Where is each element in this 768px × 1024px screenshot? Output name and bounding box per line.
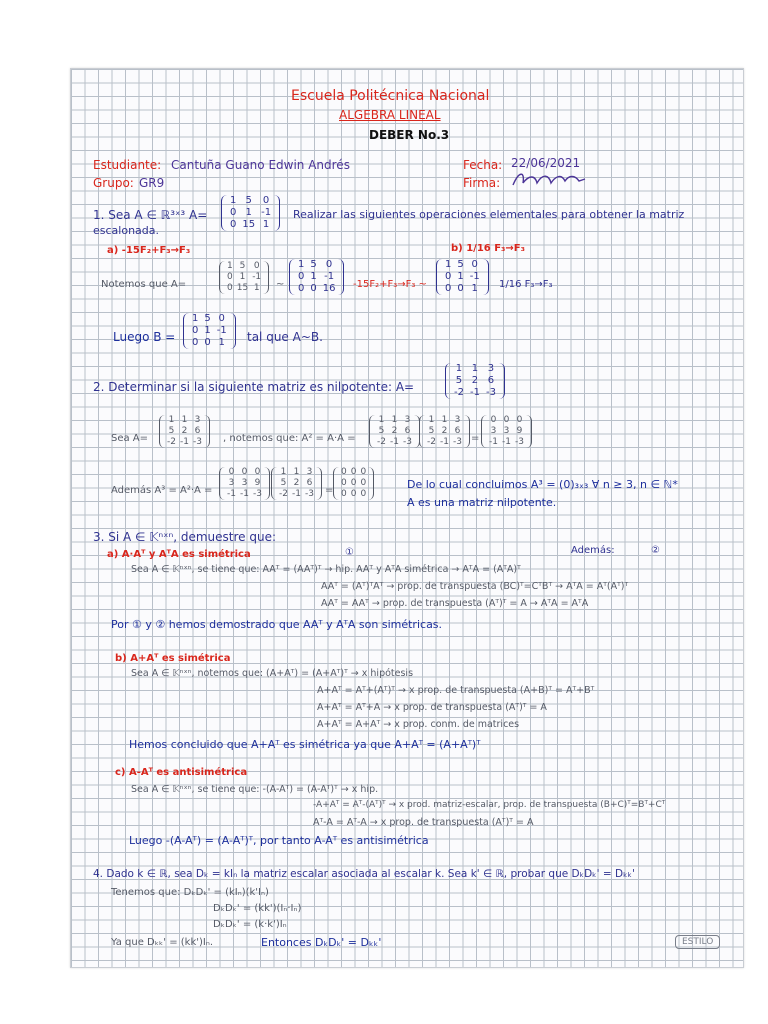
q1-a1-cell: -1	[324, 271, 335, 282]
q3-b-line1: Sea A ∈ 𝕂ⁿˣⁿ, notemos que: (A+Aᵀ) = (A+Aᵀ)ᵀ → x hipótesis	[131, 668, 414, 679]
q1-a2-cell: 5	[457, 259, 464, 270]
date-label: Fecha:	[463, 158, 503, 172]
q2-a-copy-cell: -2	[167, 437, 176, 447]
q2-a2-copy-cell: 0	[254, 467, 261, 477]
q2-a-factor-cell: 5	[378, 426, 385, 436]
q2-a-copy-cell: 6	[194, 426, 201, 436]
q2-a-factor-cell: -1	[389, 437, 399, 447]
q1-b-cell: 0	[204, 337, 211, 348]
q2-a-factor-cell: -1	[291, 489, 301, 499]
q2-a-factor-cell: -3	[402, 437, 412, 447]
q3-a-mark1: ①	[345, 547, 354, 558]
q1-b-cell: 1	[218, 337, 225, 348]
q2-a-cell: 2	[471, 375, 479, 386]
q1-b-cell: 1	[204, 325, 211, 336]
q1-a2-cell: -1	[469, 271, 480, 282]
q2-matrix-a-copy	[159, 415, 210, 448]
q1-a-copy-cell: 0	[227, 272, 233, 282]
q2-a-factor-cell: 1	[293, 467, 300, 477]
q2-a-copy-cell: -3	[192, 437, 202, 447]
q3-b-line2: A+Aᵀ = Aᵀ+(Aᵀ)ᵀ → x prop. de transpuesta (A+B)ᵀ = Aᵀ+Bᵀ	[317, 685, 595, 696]
q1-b-cell: 0	[192, 337, 199, 348]
q2-matrix-a-factor1	[369, 415, 420, 448]
q2-a2-cell: 3	[503, 426, 510, 436]
q2-conclusion-1: De lo cual concluimos A³ = (0)₃ₓ₃ ∀ n ≥ 3, n ∈ ℕ*	[407, 478, 678, 491]
q2-a-factor-cell: -3	[304, 489, 314, 499]
q2-a2-cell: -3	[514, 437, 524, 447]
q3-a-conclusion: Por ① y ② hemos demostrado que AAᵀ y AᵀA son simétricas.	[111, 618, 443, 631]
q1-statement-line2: escalonada.	[93, 224, 160, 237]
q1-a1-cell: 0	[298, 271, 305, 282]
q1-matrix-step1	[289, 259, 344, 295]
subject-title: ALGEBRA LINEAL	[339, 108, 441, 122]
q2-a2-copy-cell: -3	[252, 489, 262, 499]
q1-a-copy-cell: 1	[253, 283, 260, 293]
q1-a1-cell: 0	[310, 283, 317, 294]
q1-a1-cell: 5	[310, 259, 317, 270]
q2-conclusion-2: A es una matriz nilpotente.	[407, 496, 557, 509]
q1-a-cell: -1	[261, 207, 272, 218]
q1-noting: Notemos que A=	[101, 279, 187, 290]
q2-zero-cell: 0	[350, 489, 357, 499]
q3-c-line2: -A+Aᵀ = Aᵀ-(Aᵀ)ᵀ → x prod. matriz-escalar, prop. de transpuesta (B+C)ᵀ=Bᵀ+Cᵀ	[313, 800, 666, 810]
q1-b-cell: 5	[204, 313, 211, 324]
q1-statement-tail: Realizar las siguientes operaciones elementales para obtener la matriz	[293, 208, 685, 221]
q2-zero-cell: 0	[341, 489, 347, 499]
q3-c-conclusion: Luego -(A-Aᵀ) = (A-Aᵀ)ᵀ, por tanto A-Aᵀ es antisimétrica	[129, 834, 429, 847]
q2-a-factor-cell: 5	[428, 426, 435, 436]
q2-a-factor-cell: 3	[404, 415, 411, 425]
group-value: GR9	[139, 176, 165, 190]
q2-a-factor-cell: 6	[454, 426, 461, 436]
q1-a1-cell: 0	[325, 259, 333, 270]
q2-matrix-a-factor3	[271, 467, 322, 500]
q2-a-cell: 3	[487, 363, 495, 374]
q2-notemos: , notemos que: A² = A·A =	[223, 433, 356, 444]
q1-a-cell: 0	[230, 219, 237, 230]
student-label: Estudiante:	[93, 158, 162, 172]
q2-a-factor-cell: 3	[454, 415, 461, 425]
student-name: Cantuña Guano Edwin Andrés	[171, 158, 350, 172]
q2-a2-cell: 0	[490, 415, 497, 425]
q2-a-factor-cell: 2	[441, 426, 448, 436]
q1-b-cell: 1	[192, 313, 199, 324]
q3-a-mark2: ②	[651, 545, 660, 556]
q1-a1-cell: 1	[298, 259, 305, 270]
q1-a-cell: 0	[230, 207, 237, 218]
q1-a-copy-cell: 5	[239, 261, 246, 271]
q2-a-factor-cell: 1	[280, 467, 287, 477]
q3-a-line1: Sea A ∈ 𝕂ⁿˣⁿ, se tiene que: AAᵀ = (AAᵀ)ᵀ → hip. AAᵀ y AᵀA simétrica → AᵀA = (AᵀA)ᵀ	[131, 564, 521, 575]
q2-a-factor-cell: 6	[306, 478, 313, 488]
q3-c-line1: Sea A ∈ 𝕂ⁿˣⁿ, se tiene que: -(A-Aᵀ) = (A-Aᵀ)ᵀ → x hip.	[131, 784, 379, 795]
q2-a2-cell: 0	[516, 415, 523, 425]
notebook-brand: ESTILO	[675, 935, 720, 949]
task-title: DEBER No.3	[369, 128, 450, 142]
q2-eq-2: =	[325, 485, 334, 496]
q2-a2-copy-cell: -1	[227, 489, 236, 499]
q3-b-title: b) A+Aᵀ es simétrica	[115, 653, 231, 664]
q2-a-cell: 1	[471, 363, 479, 374]
q2-a-factor-cell: 1	[378, 415, 385, 425]
q1-a2-cell: 1	[445, 259, 452, 270]
q1-then: Luego B =	[113, 330, 176, 344]
q1-a-cell: 5	[245, 195, 252, 206]
q1-a2-cell: 0	[445, 271, 452, 282]
q2-a-cell: -1	[469, 387, 480, 398]
q2-a-cell: -2	[454, 387, 464, 398]
notebook-page	[70, 68, 744, 968]
q1-a-cell: 15	[242, 219, 256, 230]
q2-a-copy-cell: 5	[168, 426, 175, 436]
q1-matrix-b	[183, 313, 236, 349]
q2-zero-cell: 0	[360, 478, 367, 488]
q1-a2-cell: 0	[445, 283, 452, 294]
q1-a1-cell: 0	[298, 283, 305, 294]
q2-a2-copy-cell: 0	[228, 467, 235, 477]
q2-a-factor-cell: -1	[439, 437, 449, 447]
signature-label: Firma:	[463, 176, 501, 190]
q2-eq: =	[471, 433, 480, 444]
q2-a-factor-cell: -2	[427, 437, 436, 447]
q1-a-copy-cell: 0	[253, 261, 260, 271]
q1-op-a: a) -15F₂+F₃→F₃	[107, 245, 191, 256]
q1-tilde-1: ~	[276, 279, 285, 290]
q2-a-factor-cell: 2	[293, 478, 300, 488]
q1-a1-cell: 1	[310, 271, 317, 282]
q3-a-line3: AAᵀ = AAᵀ → prop. de transpuesta (Aᵀ)ᵀ = A → AᵀA = AᵀA	[321, 598, 589, 609]
q4-line4a: Ya que Dₖₖ' = (kk')Iₙ.	[111, 937, 214, 948]
q2-a-cell: 5	[455, 375, 463, 386]
q2-a-cell: 6	[487, 375, 495, 386]
q1-a2-cell: 0	[471, 259, 478, 270]
q2-zero-cell: 0	[350, 467, 357, 477]
q1-op-b: b) 1/16 F₃→F₃	[451, 243, 526, 254]
q1-a-copy-cell: 15	[236, 283, 249, 293]
q2-a-factor-cell: -3	[452, 437, 462, 447]
q2-a2-copy-cell: 3	[228, 478, 235, 488]
q4-line1: Tenemos que: DₖDₖ' = (kIₙ)(k'Iₙ)	[111, 887, 269, 898]
q4-statement: 4. Dado k ∈ ℝ, sea Dₖ = kIₙ la matriz escalar asociada al escalar k. Sea k' ∈ ℝ, probar que DₖDₖ' = Dₖₖ'	[93, 868, 635, 880]
q3-statement: 3. Si A ∈ 𝕂ⁿˣⁿ, demuestre que:	[93, 530, 277, 544]
q2-zero-cell: 0	[360, 467, 367, 477]
q2-zero-cell: 0	[350, 478, 357, 488]
q4-line4b: Entonces DₖDₖ' = Dₖₖ'	[261, 936, 382, 949]
q2-a-factor-cell: -2	[377, 437, 386, 447]
q3-c-line3: Aᵀ-A = Aᵀ-A → x prop. de transpuesta (Aᵀ)ᵀ = A	[313, 817, 534, 828]
date-value: 22/06/2021	[511, 156, 581, 170]
signature-drawing	[509, 169, 589, 191]
q2-matrix-a-squared	[481, 415, 532, 448]
q1-b-cell: 0	[192, 325, 199, 336]
q2-matrix-a-squared-copy	[219, 467, 270, 500]
q2-a2-copy-cell: 0	[241, 467, 248, 477]
q1-a-copy-cell: 1	[227, 261, 233, 271]
q2-a2-cell: 0	[503, 415, 510, 425]
q1-a-copy-cell: 0	[227, 283, 233, 293]
group-label: Grupo:	[93, 176, 134, 190]
q1-such-that: tal que A~B.	[247, 330, 323, 344]
q2-matrix-a-factor2	[419, 415, 470, 448]
q1-a1-cell: 16	[322, 283, 336, 294]
q1-op-a-inline: -15F₂+F₃→F₃ ~	[353, 279, 427, 290]
q1-statement: 1. Sea A ∈ ℝ³ˣ³ A=	[93, 208, 208, 222]
q1-a2-cell: 1	[471, 283, 478, 294]
q2-zero-cell: 0	[341, 478, 347, 488]
q2-a2-copy-cell: -1	[239, 489, 249, 499]
q3-a-ademas: Además:	[571, 545, 615, 556]
q3-b-line3: A+Aᵀ = Aᵀ+A → x prop. de transpuesta (Aᵀ)ᵀ = A	[317, 702, 547, 713]
q1-b-cell: -1	[216, 325, 227, 336]
q2-a2-cell: 9	[516, 426, 523, 436]
q1-matrix-a-copy	[219, 261, 269, 294]
q3-b-line4: A+Aᵀ = A+Aᵀ → x prop. conm. de matrices	[317, 719, 520, 730]
q2-a2-copy-cell: 9	[254, 478, 261, 488]
q1-a2-cell: 1	[457, 271, 464, 282]
q1-b-cell: 0	[218, 313, 225, 324]
q1-a-cell: 0	[262, 195, 270, 206]
q3-c-title: c) A-Aᵀ es antisimétrica	[115, 767, 248, 778]
q2-ademas: Además A³ = A²·A =	[111, 485, 213, 496]
q1-a2-cell: 0	[457, 283, 464, 294]
q2-zero-cell: 0	[341, 467, 347, 477]
q2-a-cell: 1	[455, 363, 463, 374]
q1-a-cell: 1	[245, 207, 252, 218]
q2-a-factor-cell: 3	[306, 467, 313, 477]
q2-sea: Sea A=	[111, 433, 149, 444]
q1-a-cell: 1	[262, 219, 270, 230]
q3-b-conclusion: Hemos concluido que A+Aᵀ es simétrica ya que A+Aᵀ = (A+Aᵀ)ᵀ	[129, 738, 481, 751]
q2-a-copy-cell: -1	[179, 437, 189, 447]
school-title: Escuela Politécnica Nacional	[291, 88, 490, 104]
q1-matrix-a	[221, 195, 280, 231]
q2-a2-cell: -1	[501, 437, 511, 447]
q2-a-factor-cell: 6	[404, 426, 411, 436]
q2-matrix-zero	[333, 467, 374, 500]
q2-a-factor-cell: 5	[280, 478, 287, 488]
q2-statement: 2. Determinar si la siguiente matriz es nilpotente: A=	[93, 380, 415, 394]
q2-a-factor-cell: -2	[279, 489, 288, 499]
q2-a2-cell: 3	[490, 426, 497, 436]
q2-a-copy-cell: 1	[181, 415, 188, 425]
q2-a-factor-cell: 1	[428, 415, 435, 425]
q2-a-copy-cell: 2	[181, 426, 188, 436]
q2-a-factor-cell: 2	[391, 426, 398, 436]
q1-a-copy-cell: 1	[239, 272, 246, 282]
q2-a-copy-cell: 3	[194, 415, 201, 425]
q1-matrix-step2	[436, 259, 489, 295]
q2-a2-cell: -1	[489, 437, 498, 447]
q2-zero-cell: 0	[360, 489, 367, 499]
q4-line3: DₖDₖ' = (k·k')Iₙ	[213, 919, 287, 930]
q2-a-factor-cell: 1	[441, 415, 448, 425]
q2-a-copy-cell: 1	[168, 415, 175, 425]
q1-a-cell: 1	[230, 195, 237, 206]
q3-a-title: a) A·Aᵀ y AᵀA es simétrica	[107, 549, 251, 560]
q2-a-cell: -3	[485, 387, 496, 398]
q1-a-copy-cell: -1	[252, 272, 262, 282]
q4-line2: DₖDₖ' = (kk')(Iₙ·Iₙ)	[213, 903, 302, 914]
q2-a2-copy-cell: 3	[241, 478, 248, 488]
q2-a-factor-cell: 1	[391, 415, 398, 425]
q1-op-b-inline: 1/16 F₃→F₃	[499, 279, 553, 290]
q3-a-line2: AAᵀ = (Aᵀ)ᵀAᵀ → prop. de transpuesta (BC)ᵀ=CᵀBᵀ → AᵀA = Aᵀ(Aᵀ)ᵀ	[321, 581, 629, 592]
q2-matrix-a	[445, 363, 505, 399]
